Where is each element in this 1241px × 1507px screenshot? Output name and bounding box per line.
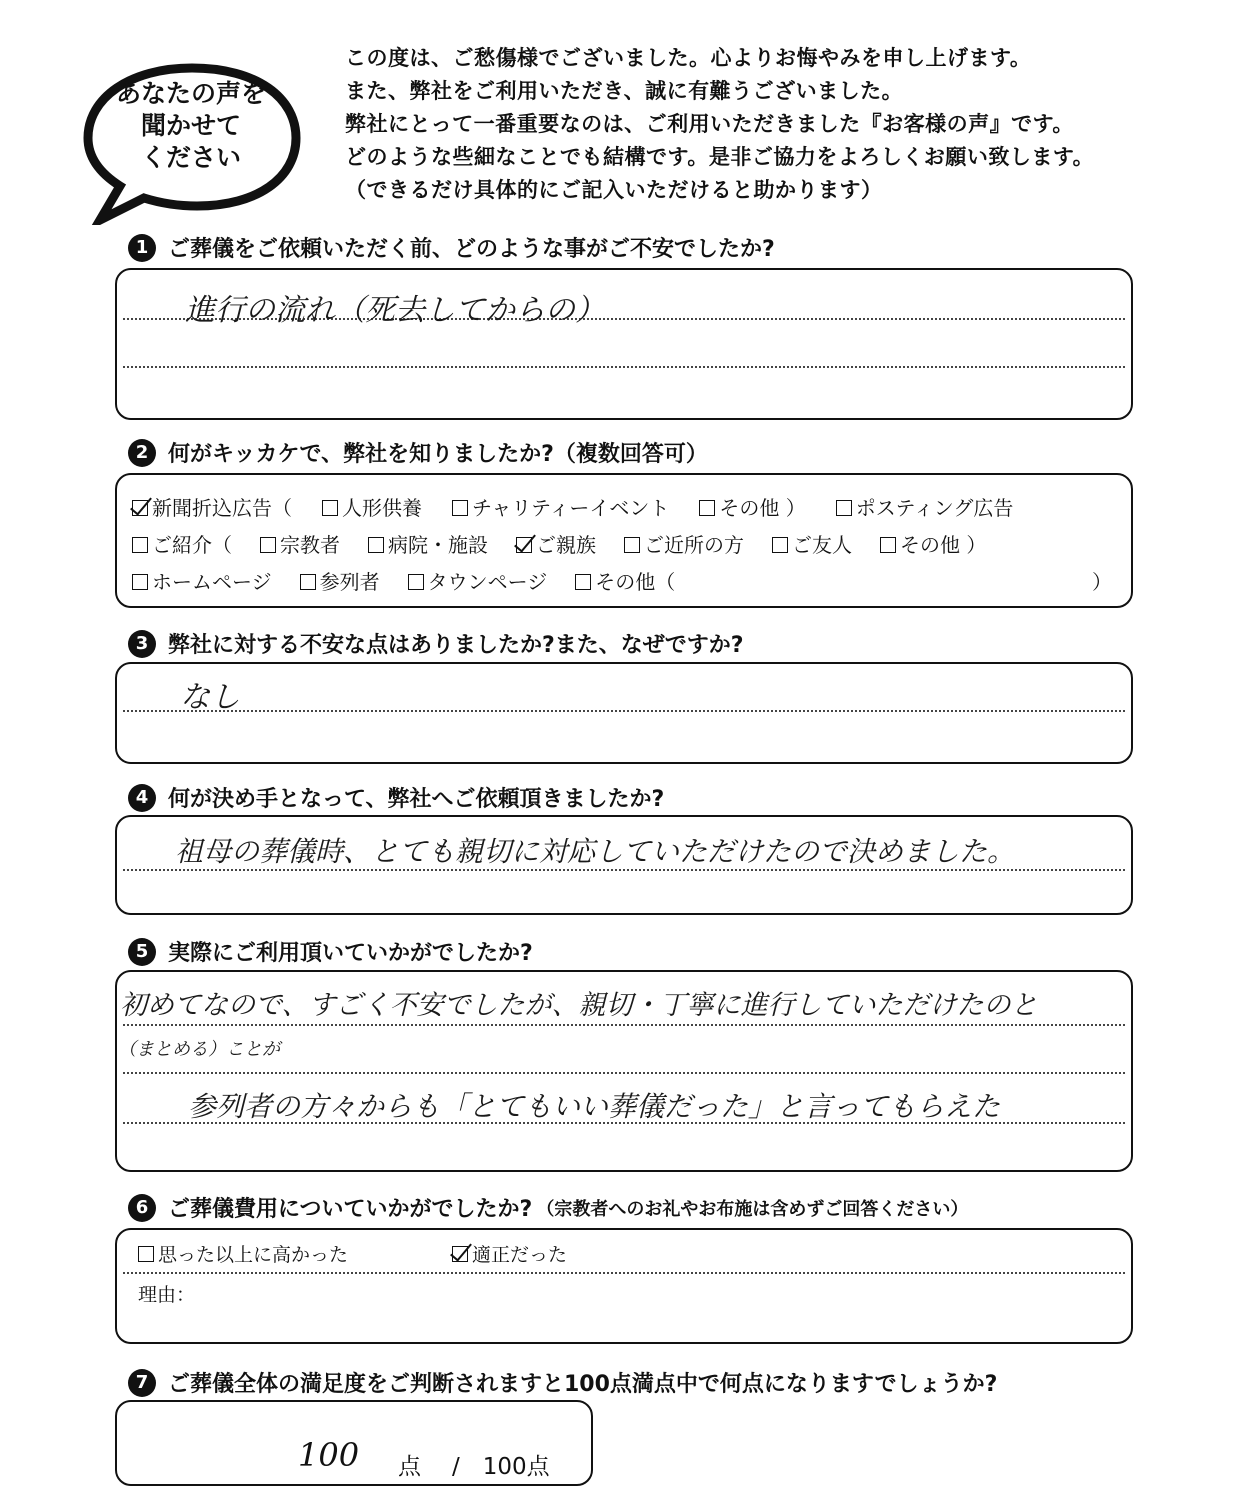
score-unit: 点 <box>398 1454 421 1480</box>
checkbox-icon[interactable] <box>575 574 591 590</box>
option-item[interactable] <box>132 529 232 558</box>
option-item[interactable] <box>300 566 380 595</box>
question-3-text: 弊社に対する不安な点はありましたか?また、なぜですか? <box>168 633 744 658</box>
checked-checkbox-icon[interactable] <box>132 500 148 516</box>
answer-3-handwriting: なし <box>180 680 240 715</box>
options-row-2 <box>132 529 1014 558</box>
option-item[interactable] <box>322 492 422 521</box>
intro-line-2: また、弊社をご利用いただき、誠に有難うございました。 <box>345 79 904 103</box>
checkbox-icon[interactable] <box>624 537 640 553</box>
option-item[interactable] <box>132 492 292 521</box>
answer-4-handwriting: 祖母の葬儀時、とても親切に対応していただけたので決めました。 <box>175 835 1016 868</box>
question-5 <box>128 936 533 967</box>
cost-option-expensive[interactable]: 思った以上に高かった <box>138 1240 348 1267</box>
question-2-text: 何がキッカケで、弊社を知りましたか?（複数回答可） <box>168 442 708 467</box>
option-item[interactable] <box>624 529 744 558</box>
question-1-text: ご葬儀をご依頼いただく前、どのような事がご不安でしたか? <box>168 237 775 262</box>
checkbox-icon[interactable] <box>260 537 276 553</box>
question-number-7: 7 <box>128 1369 156 1397</box>
option-item[interactable] <box>408 566 548 595</box>
question-number-4: 4 <box>128 784 156 812</box>
option-label: タウンページ <box>427 570 548 594</box>
answer-box-3[interactable] <box>115 662 1133 764</box>
option-item[interactable] <box>836 492 1014 521</box>
option-item[interactable] <box>699 492 805 521</box>
bubble-line-2: 聞かせて <box>140 111 241 140</box>
question-5-text: 実際にご利用頂いていかがでしたか? <box>168 941 533 966</box>
bubble-line-3: ください <box>140 143 241 172</box>
checkbox-icon[interactable] <box>300 574 316 590</box>
option-item[interactable] <box>880 529 986 558</box>
checkbox-icon[interactable] <box>132 574 148 590</box>
option-item[interactable] <box>132 566 272 595</box>
checkbox-icon[interactable] <box>836 500 852 516</box>
question-number-1: 1 <box>128 234 156 262</box>
option-item[interactable] <box>260 529 340 558</box>
option-item[interactable] <box>575 566 675 595</box>
bubble-line-1: あなたの声を <box>115 79 266 108</box>
option-label: その他 ） <box>719 496 806 520</box>
question-number-2: 2 <box>128 439 156 467</box>
option-label: 宗教者 <box>280 533 340 557</box>
answer-5-handwriting-line-3: 参列者の方々からも「とてもいい葬儀だった」と言ってもらえた <box>188 1090 1001 1123</box>
intro-line-4: どのような些細なことでも結構です。是非ご協力をよろしくお願い致します。 <box>345 145 1095 169</box>
option-label: 参列者 <box>319 570 380 594</box>
options-row-3-close: ） <box>1092 570 1112 594</box>
question-2 <box>128 437 708 468</box>
option-label: 新聞折込広告（ <box>152 496 292 520</box>
checkbox-icon[interactable] <box>368 537 384 553</box>
option-label: 人形供養 <box>342 496 422 520</box>
intro-line-1: この度は、ご愁傷様でございました。心よりお悔やみを申し上げます。 <box>345 46 1032 70</box>
question-4 <box>128 782 664 813</box>
checked-checkbox-icon[interactable] <box>452 1246 468 1262</box>
option-label: その他 ） <box>900 533 987 557</box>
option-label: ご親族 <box>536 533 596 557</box>
checkbox-icon[interactable] <box>772 537 788 553</box>
checkbox-icon[interactable] <box>699 500 715 516</box>
option-item[interactable] <box>452 492 669 521</box>
option-label: ホームページ <box>152 570 272 594</box>
intro-line-5: （できるだけ具体的にご記入いただけると助かります） <box>345 178 883 202</box>
checkbox-icon[interactable] <box>408 574 424 590</box>
checkbox-icon[interactable] <box>880 537 896 553</box>
intro-text <box>345 42 1225 207</box>
option-label: ポスティング広告 <box>855 496 1014 520</box>
option-label: チャリティーイベント <box>472 496 670 520</box>
option-item[interactable] <box>368 529 488 558</box>
checked-checkbox-icon[interactable] <box>516 537 532 553</box>
options-row-1 <box>132 492 1043 521</box>
score-handwriting: 100 <box>298 1436 360 1474</box>
option-label: ご近所の方 <box>644 533 744 557</box>
option-item[interactable] <box>772 529 852 558</box>
option-label: ご紹介（ <box>152 533 232 557</box>
question-1 <box>128 232 775 263</box>
cost-option-appropriate[interactable]: 適正だった <box>452 1240 567 1267</box>
question-6-text: ご葬儀費用についていかがでしたか? <box>168 1197 533 1222</box>
voice-bubble <box>82 60 312 225</box>
score-total: / 100点 <box>452 1454 550 1480</box>
options-row-3 <box>132 566 703 595</box>
option-label: その他（ <box>595 570 676 594</box>
checkbox-icon[interactable] <box>322 500 338 516</box>
question-number-3: 3 <box>128 630 156 658</box>
option-label: 病院・施設 <box>388 533 488 557</box>
answer-5-handwriting-line-1: 初めてなので、すごく不安でしたが、親切・丁寧に進行していただけたのと <box>120 990 1038 1021</box>
question-3 <box>128 628 744 659</box>
answer-5-handwriting-line-2: （まとめる）ことが <box>118 1039 280 1060</box>
question-7-text: ご葬儀全体の満足度をご判断されますと100点満点中で何点になりますでしょうか? <box>168 1372 998 1397</box>
question-4-text: 何が決め手となって、弊社へご依頼頂きましたか? <box>168 787 665 812</box>
intro-line-3: 弊社にとって一番重要なのは、ご利用いただきました『お客様の声』です。 <box>345 112 1074 136</box>
question-7 <box>128 1367 997 1398</box>
question-6 <box>128 1192 968 1223</box>
question-6-note: （宗教者へのお礼やお布施は含めずご回答ください） <box>536 1198 969 1220</box>
question-number-6: 6 <box>128 1194 156 1222</box>
answer-1-handwriting: 進行の流れ（死去してからの） <box>185 293 605 328</box>
option-item[interactable] <box>516 529 596 558</box>
option-label: ご友人 <box>792 533 852 557</box>
checkbox-icon[interactable] <box>138 1246 154 1262</box>
reason-label: 理由： <box>138 1284 196 1306</box>
checkbox-icon[interactable] <box>132 537 148 553</box>
checkbox-icon[interactable] <box>452 500 468 516</box>
question-number-5: 5 <box>128 938 156 966</box>
